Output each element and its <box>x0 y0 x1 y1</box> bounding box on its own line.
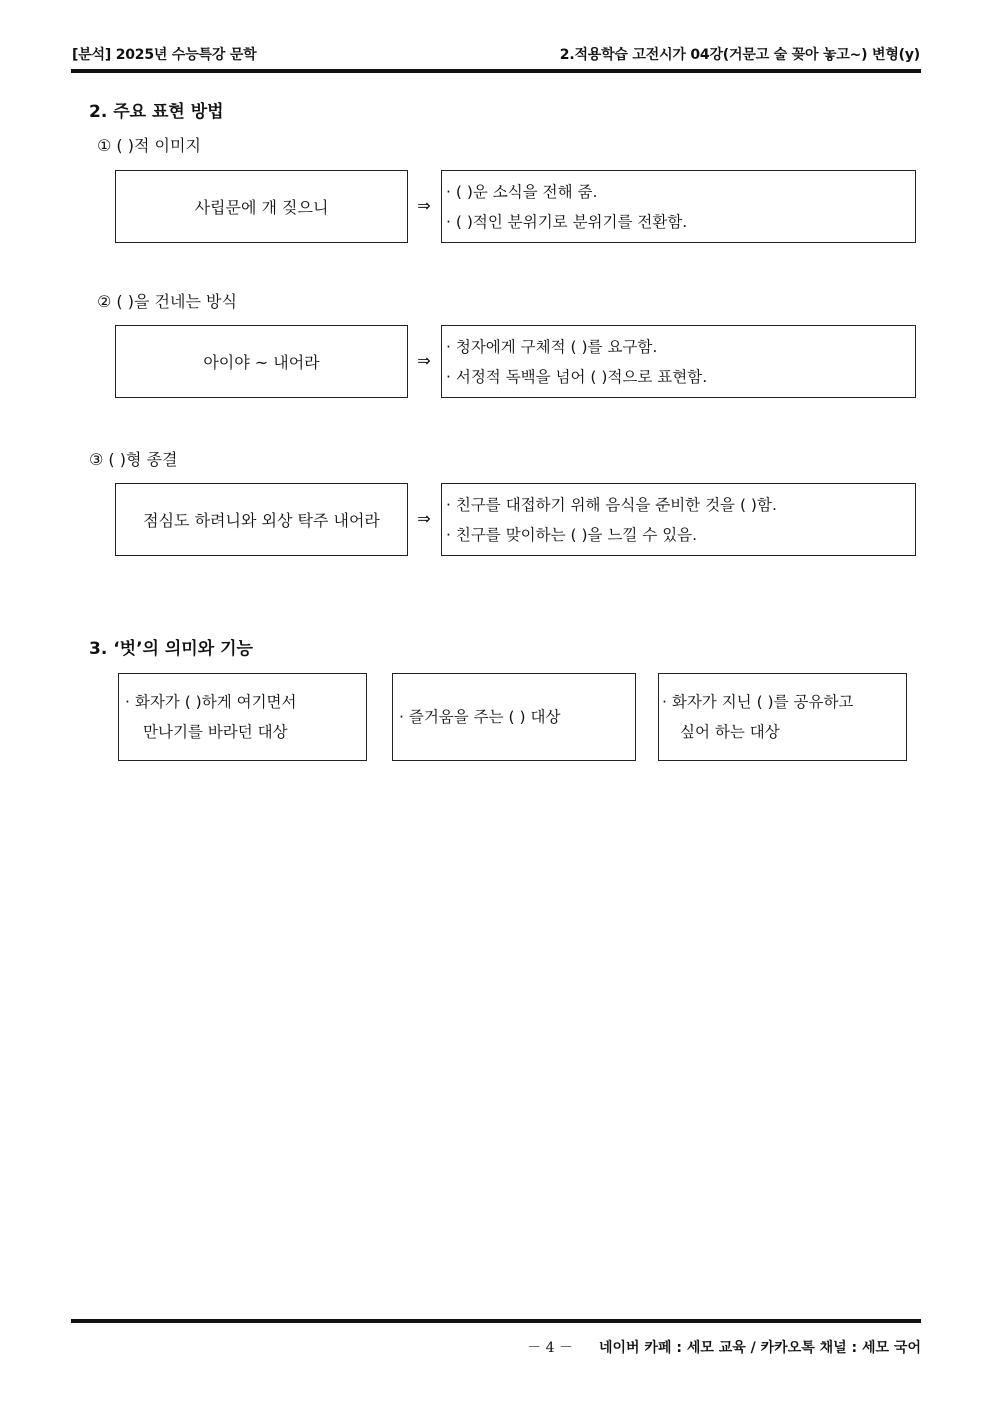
item-2-explanation-line-1: · 청자에게 구체적 ( )를 요구함. <box>446 337 658 356</box>
header-rule <box>71 69 921 73</box>
friend-meaning-3-line-2: 싶어 하는 대상 <box>680 723 780 741</box>
footer-rule <box>71 1319 921 1323</box>
item-2-quote-box: 아이야 ~ 내어라 <box>115 325 408 398</box>
item-3-explanation-box <box>441 483 916 556</box>
footer <box>527 1337 921 1357</box>
friend-meaning-box-2 <box>392 673 636 761</box>
friend-meaning-1-line-1: · 화자가 ( )하게 여기면서 <box>125 693 297 711</box>
item-1-quote-box: 사립문에 개 짖으니 <box>115 170 408 243</box>
item-2-arrow-icon: ⇒ <box>417 351 431 370</box>
friend-meaning-2-line-1: · 즐거움을 주는 ( ) 대상 <box>399 708 561 726</box>
item-1-explanation-line-2: · ( )적인 분위기로 분위기를 전환함. <box>446 212 688 231</box>
item-2-explanation-line-2: · 서정적 독백을 넘어 ( )적으로 표현함. <box>446 367 708 386</box>
header-left-title: [분석] 2025년 수능특강 문학 <box>72 47 257 63</box>
friend-meaning-box-1 <box>118 673 367 761</box>
item-3-explanation-line-1: · 친구를 대접하기 위해 음식을 준비한 것을 ( )함. <box>446 495 777 514</box>
item-3-arrow-icon: ⇒ <box>417 509 431 528</box>
item-1-explanation-line-1: · ( )운 소식을 전해 줌. <box>446 182 598 201</box>
friend-meaning-3-line-1: · 화자가 지닌 ( )를 공유하고 <box>662 693 854 711</box>
item-2-label: ② ( )을 건네는 방식 <box>97 292 237 311</box>
friend-meaning-box-3 <box>658 673 907 761</box>
section-2-title: 2. 주요 표현 방법 <box>89 102 224 122</box>
item-2-explanation-box <box>441 325 916 398</box>
item-3-label: ③ ( )형 종결 <box>89 450 178 469</box>
header-right-title: 2.적용학습 고전시가 04강(거문고 술 꽂아 놓고~) 변형(y) <box>559 47 920 63</box>
section-3-title: 3. ‘벗’의 의미와 기능 <box>89 639 253 659</box>
item-1-explanation-box <box>441 170 916 243</box>
item-1-arrow-icon: ⇒ <box>417 196 431 215</box>
item-3-quote-box: 점심도 하려니와 외상 탁주 내어라 <box>115 483 408 556</box>
item-3-explanation-line-2: · 친구를 맞이하는 ( )을 느낄 수 있음. <box>446 525 698 544</box>
page-number: － 4 － <box>527 1340 573 1356</box>
footer-channel-text: 네이버 카페 : 세모 교육 / 카카오톡 채널 : 세모 국어 <box>598 1340 921 1356</box>
friend-meaning-1-line-2: 만나기를 바라던 대상 <box>143 723 288 741</box>
item-1-label: ① ( )적 이미지 <box>97 136 201 155</box>
